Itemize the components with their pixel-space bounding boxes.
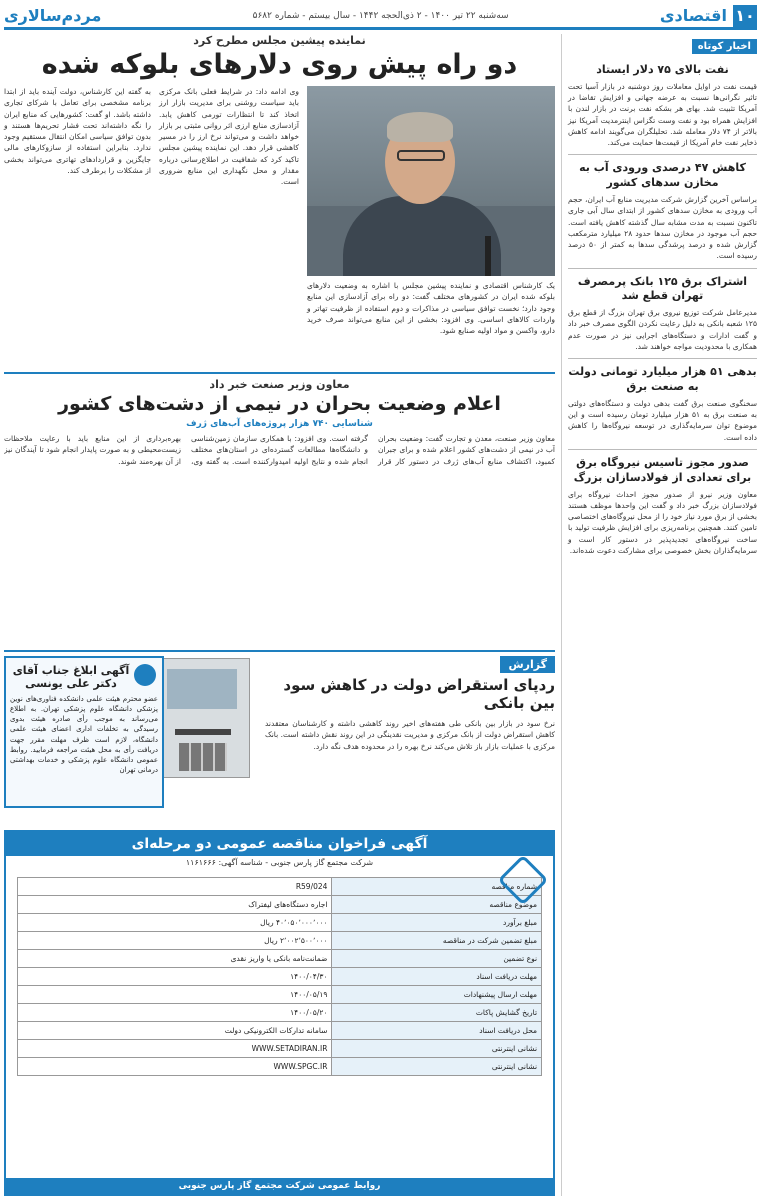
atm-photo [154,658,250,778]
masthead [4,4,757,30]
university-logo-icon [134,664,156,686]
tender-row-value: ۱۴۰۰/۰۵/۱۹ [17,986,331,1004]
report-tag: گزارش [500,656,555,673]
tender-row-value: سامانه تدارکات الکترونیکی دولت [17,1022,331,1040]
page-number: ۱۰ [733,5,757,27]
tender-row-label: شماره مناقصه [332,878,542,896]
brief-title: صدور مجوز تاسیس نیروگاه برق برای تعدادی از فولادسازان بزرگ [573,455,752,484]
tender-row-label: مهلت ارسال پیشنهادات [332,986,542,1004]
lead-column-3: به گفته این کارشناس، دولت آینده باید از ابتدا برنامه مشخصی برای تعامل با شرکای تجاری داشته باشد. او گفت: کشورهایی که منابع ایران را نگه داشته‌اند تحت فشار تحریم‌ها هستند و بدون توافق سیاسی امکان انتقال مستقیم وجود ندارد. بنابراین استفاده از سازوکارهای مالی جایگزین و قراردادهای تهاتری می‌تواند بخشی از مشکلات را برطرف کند. [4,87,151,175]
tender-row [17,1040,541,1058]
second-story [4,372,555,642]
photo-person-hair [387,112,453,142]
tender-row [17,1022,541,1040]
brief-body: مدیرعامل شرکت توزیع نیروی برق تهران بزرگ از قطع برق ۱۲۵ شعبه بانکی به دلیل رعایت نکردن الگوی مصرف خبر داد و گفت ادارات و دستگاه‌های اجرایی نیز در صورت عدم همکاری با محدودیت مواجه خواهند شد. [568,308,757,351]
notice-ad-body: عضو محترم هیئت علمی دانشکده فناوری‌های نوین پزشکی دانشگاه علوم پزشکی تهران. به اطلاع می‌رساند به موجب رأی صادره هیئت بدوی رسیدگی به تخلفات اداری اعضای هیئت علمی دانشگاه، لازم است ظرف مهلت مقرر جهت دریافت رأی به محل هیئت مراجعه فرمایید. روابط عمومی دانشگاه علوم پزشکی و خدمات بهداشتی درمانی تهران [10,695,158,774]
second-kicker: معاون وزیر صنعت خبر داد [209,378,350,391]
newspaper-name: مردم‌سالاری [4,6,102,25]
tender-row-value: ۴۰٬۰۵۰٬۰۰۰٬۰۰۰ ریال [17,914,331,932]
divider [568,154,757,155]
divider [568,449,757,450]
photo-person-glasses [397,150,445,161]
brief-title: بدهی ۵۱ هزار میلیارد تومانی دولت به صنعت برق [568,365,757,394]
brief-body: قیمت نفت در اوایل معاملات روز دوشنبه در بازار آسیا تحت تاثیر نگرانی‌ها نسبت به عرضه جهانی و افزایش تقاضا در آمریکا تثبیت شد. بهای هر بشکه نفت برنت در بازار لندن با افزایش همراه بود و نفت وست تگزاس اینترمدیت آمریکا نیز بالاتر از ۷۴ دلار معامله شد. تحلیلگران می‌گویند ادامه کاهش ذخایر نفت خام آمریکا از قیمت‌ها حمایت می‌کند. [568,81,757,148]
tender-row-value: ۲٬۰۰۲٬۵۰۰٬۰۰۰ ریال [17,932,331,950]
tender-row-label: مبلغ برآورد [332,914,542,932]
lead-body [4,86,555,386]
second-subhead: شناسایی ۷۴۰ هزار پروژه‌های آب‌های ژرف [186,419,373,429]
portrait-photo [307,86,555,276]
right-news-column [561,34,757,1196]
tender-ad-subtitle: شرکت مجتمع گاز پارس جنوبی - شناسه آگهی: ۱۱۶۱۶۶۶ [185,858,374,867]
lead-headline: دو راه پیش روی دلارهای بلوکه شده [41,49,518,80]
report-body: نرخ سود در بازار بین بانکی طی هفته‌های اخیر روند کاهشی داشته و کارشناسان معتقدند کاهش استقراض دولت از بانک مرکزی و مدیریت نقدینگی در این روند نقش داشته است. بانک مرکزی با عملیات بازار باز تلاش می‌کند نرخ بهره را در محدوده هدف نگه دارد. [265,719,555,751]
brief-title: کاهش ۴۷ درصدی ورودی آب به مخازن سدهای کشور [579,161,746,190]
second-headline: اعلام وضعیت بحران در نیمی از دشت‌های کشور [58,393,501,415]
notice-ad [4,656,164,808]
tender-row [17,878,541,896]
tender-row [17,1058,541,1076]
tender-row-label: موضوع مناقصه [332,896,542,914]
tender-row-label: مبلغ تضمین شرکت در مناقصه [332,932,542,950]
tender-row-label: محل دریافت اسناد [332,1022,542,1040]
report-headline: ردپای استقراض دولت در کاهش سود بین بانکی [283,676,555,712]
tender-row-label: مهلت دریافت اسناد [332,968,542,986]
tender-row [17,968,541,986]
tender-row [17,950,541,968]
divider [568,268,757,269]
tender-row-value: R59/024 [17,878,331,896]
news-brief-tag: اخبار کوتاه [692,39,757,54]
atm-screen [167,669,237,709]
tender-row-value: WWW.SPGC.IR [17,1058,331,1076]
tender-row [17,932,541,950]
masthead-right [660,5,757,27]
tender-row [17,1004,541,1022]
tender-row-label: نوع تضمین [332,950,542,968]
tender-row [17,986,541,1004]
lead-column-2: وی ادامه داد: در شرایط فعلی بانک مرکزی باید سیاست روشنی برای مدیریت بازار ارز اتخاذ کند تا انتظارات تورمی کاهش یابد. آزادسازی منابع ارزی اثر روانی مثبتی بر بازار خواهد داشت و می‌تواند نرخ ارز را در مسیر کاهشی قرار دهد. این نماینده پیشین مجلس تاکید کرد که شفافیت در اطلاع‌رسانی درباره مقدار و محل نگهداری این منابع ضروری است. [159,87,299,186]
photo-person-body [343,196,501,276]
tender-row-value: ۱۴۰۰/۰۵/۲۰ [17,1004,331,1022]
photo-microphone [485,236,491,276]
lead-kicker: نماینده پیشین مجلس مطرح کرد [193,34,366,47]
lead-column-1: یک کارشناس اقتصادی و نماینده پیشین مجلس با اشاره به وضعیت دلارهای بلوکه شده ایران در کشورهای مختلف گفت: دو راه برای آزادسازی این منابع وجود دارد؛ نخست توافق سیاسی در مذاکرات و دوم استفاده از ظرفیت تهاتر و واردات کالاهای اساسی. وی افزود: بخشی از این منابع می‌تواند صرف خرید دارو، واکسن و مواد اولیه صنایع شود. [307,281,555,335]
brief-body: معاون وزیر نیرو از صدور مجوز احداث نیروگاه برای فولادسازان بزرگ خبر داد و گفت این واحدها موظف هستند بخشی از برق مورد نیاز خود را از محل نیروگاه‌های اختصاصی تامین کنند. همچنین برنامه‌ریزی برای افزایش ظرفیت تولید با ساخت نیروگاه‌های تجدیدپذیر در دستور کار است و سرمایه‌گذاران بخش خصوصی برای مشارکت دعوت شده‌اند. [568,489,757,555]
divider [568,358,757,359]
notice-ad-title: آگهی ابلاغ جناب آقای دکتر علی یونسی [12,664,130,690]
brief-title: نفت بالای ۷۵ دلار ایستاد [596,63,729,76]
section-title: اقتصادی [659,6,727,25]
lead-story [4,34,555,386]
tender-row-value: ضمانت‌نامه بانکی یا واریز نقدی [17,950,331,968]
atm-card-slot [175,729,231,735]
tender-row-label: نشانی اینترنتی [332,1058,542,1076]
tender-table [17,877,542,1076]
tender-row [17,914,541,932]
tender-row [17,896,541,914]
tender-ad-footer: روابط عمومی شرکت مجتمع گاز پارس جنوبی [6,1178,553,1194]
brief-body: سخنگوی صنعت برق گفت بدهی دولت و دستگاه‌های دولتی به صنعت برق به ۵۱ هزار میلیارد تومان رسیده است و این موضوع توان سرمایه‌گذاری در توسعه نیروگاه‌ها را کاهش داده است. [568,398,757,442]
second-body: معاون وزیر صنعت، معدن و تجارت گفت: وضعیت بحران آب در نیمی از دشت‌های کشور اعلام شده و برای جبران کمبود، اکتشاف منابع آب‌های ژرف در دستور کار قرار گرفته است. وی افزود: با همکاری سازمان زمین‌شناسی و دانشگاه‌ها مطالعات گسترده‌ای در استان‌های مختلف انجام شده و نتایج اولیه امیدوارکننده است. به گفته وی، بهره‌برداری از این منابع باید با رعایت ملاحظات زیست‌محیطی و به صورت پایدار انجام شود تا آیندگان نیز از آن بهره‌مند شوند. [4,434,555,466]
tender-table-body [17,878,541,1076]
tender-ad-title: آگهی فراخوان مناقصه عمومی دو مرحله‌ای [6,832,553,856]
tender-row-label: نشانی اینترنتی [332,1040,542,1058]
brief-title: اشتراک برق ۱۲۵ بانک پرمصرف تهران قطع شد [577,274,748,303]
issue-date-line: سه‌شنبه ۲۲ تیر ۱۴۰۰ - ۲ ذی‌الحجه ۱۴۴۲ - سال بیستم - شماره ۵۶۸۲ [252,10,509,21]
tender-row-value: اجاره دستگاه‌های لیفتراک [17,896,331,914]
brief-body: براساس آخرین گزارش شرکت مدیریت منابع آب ایران، حجم آب ورودی به مخازن سدهای کشور از ابتدای سال آبی جاری تاکنون نسبت به مدت مشابه سال گذشته کاهش یافته است. حجم آب موجود در مخازن سدها حدود ۲۸ میلیارد مترمکعب گزارش شده و درصد پرشدگی سدها به کمتر از ۵۰ درصد رسیده است. [568,195,757,261]
atm-keypad [179,743,227,771]
tender-row-label: تاریخ گشایش پاکات [332,1004,542,1022]
tender-ad [4,830,555,1196]
tender-row-value: ۱۴۰۰/۰۴/۳۰ [17,968,331,986]
tender-row-value: WWW.SETADIRAN.IR [17,1040,331,1058]
